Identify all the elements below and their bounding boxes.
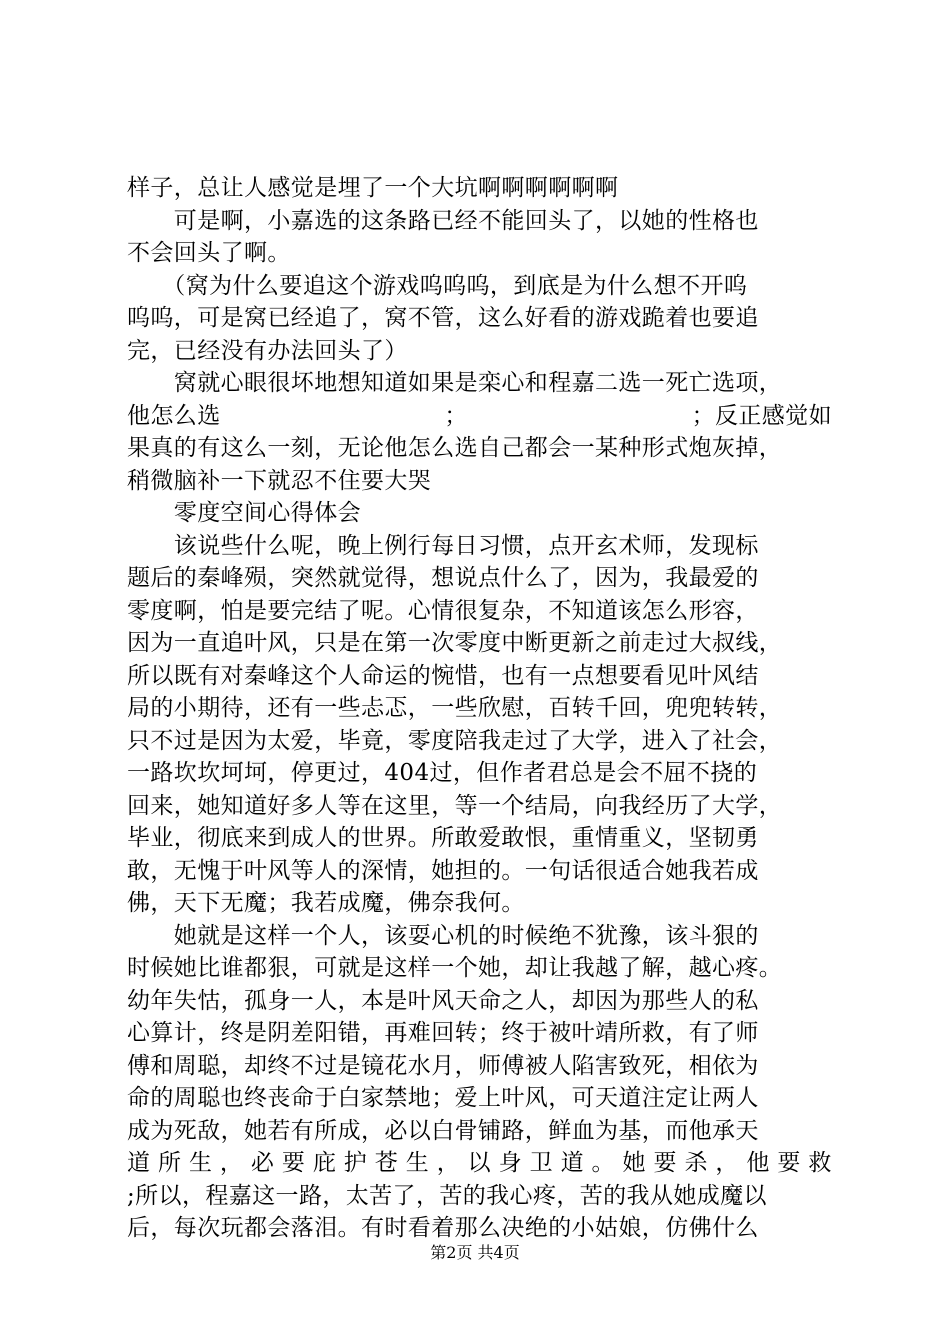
text-line: 可是啊，小嘉选的这条路已经不能回头了，以她的性格也 [127,207,759,234]
text-line: 果真的有这么一刻，无论他怎么选自己都会一某种形式炮灰掉， [127,435,783,461]
text-line: ;所以，程嘉这一路，太苦了，苦的我心疼，苦的我从她成魔以 [127,1182,767,1209]
text-segment: ；反正感觉如 [691,402,832,429]
text-char: 他 [746,1150,770,1176]
text-char: ， [715,1150,739,1176]
text-char: 所 [157,1150,182,1176]
text-line: 敢，无愧于叶风等人的深情，她担的。一句话很适合她我若成 [127,857,759,884]
text-char: 道 [127,1150,151,1176]
text-line: 时候她比谁都狠，可就是这样一个她，却让我越了解，越心疼。 [127,955,783,981]
text-char: 要 [281,1150,306,1176]
text-line: 因为一直追叶风，只是在第一次零度中断更新之前走过大叔线， [127,630,783,656]
text-line: 回来，她知道好多人等在这里，等一个结局，向我经历了大学， [127,792,783,819]
text-char: 。 [591,1150,615,1176]
text-char: 要 [777,1150,801,1176]
text-line: 只不过是因为太爱，毕竟，零度陪我走过了大学，进入了社会， [127,727,783,754]
text-char: 必 [250,1150,275,1176]
text-line: 完，已经没有办法回头了） [127,337,408,364]
text-line: 零度啊，怕是要完结了呢。心情很复杂，不知道该怎么形容， [127,597,759,624]
text-line-justified [127,1147,832,1180]
text-line: 心算计，终是阴差阳错，再难回转；终于被叶靖所救，有了师 [127,1020,759,1046]
text-char: 庇 [312,1150,337,1176]
text-line: 样子，总让人感觉是埋了一个大坑啊啊啊啊啊啊 [127,175,619,201]
page-footer: 第2页 共4页 [430,1243,520,1262]
text-line: 不会回头了啊。 [127,240,291,266]
text-line: 窝就心眼很坏地想知道如果是栾心和程嘉二选一死亡选项， [127,370,783,396]
text-line: 稍微脑补一下就忍不住要大哭 [127,467,432,494]
text-line: 她就是这样一个人，该耍心机的时候绝不犹豫，该斗狠的 [127,922,759,949]
text-segment: 他怎么选 [127,402,221,429]
text-char: 以 [467,1150,492,1176]
text-char: 生 [188,1150,213,1176]
text-line: 所以既有对秦峰这个人命运的惋惜，也有一点想要看见叶风结 [127,662,759,689]
text-segment: ； [444,402,468,429]
text-line: 毕业，彻底来到成人的世界。所敢爱敢恨，重情重义，坚韧勇 [127,825,759,851]
text-line: （窝为什么要追这个游戏呜呜呜，到底是为什么想不开呜 [127,272,748,299]
text-char: 要 [653,1150,677,1176]
text-char: 卫 [529,1150,553,1176]
text-char: 生 [405,1150,430,1176]
text-line: 佛，天下无魔；我若成魔，佛奈我何。 [127,890,525,916]
text-char: 身 [498,1150,523,1176]
text-line-justified [127,400,832,433]
text-line: 幼年失怙，孤身一人，本是叶风天命之人，却因为那些人的私 [127,987,759,1014]
text-line: 一路坎坎坷坷，停更过，404过，但作者君总是会不屈不挠的 [127,760,758,786]
text-line: 题后的秦峰殒，突然就觉得，想说点什么了，因为，我最爱的 [127,565,759,591]
text-char: ， [219,1150,244,1176]
text-line: 成为死敌，她若有所成，必以白骨铺路，鲜血为基，而他承天 [127,1117,759,1144]
section-heading: 零度空间心得体会 [127,500,361,526]
text-char: 她 [622,1150,646,1176]
text-char: ， [436,1150,461,1176]
text-char: 道 [560,1150,584,1176]
body-text [127,172,832,1245]
text-line: 局的小期待，还有一些忐忑，一些欣慰，百转千回，兜兜转转， [127,695,783,721]
text-line: 呜呜，可是窝已经追了，窝不管，这么好看的游戏跪着也要追 [127,305,759,331]
text-char: 杀 [684,1150,708,1176]
text-char: 苍 [374,1150,399,1176]
text-char: 救 [808,1150,832,1176]
text-line: 该说些什么呢，晚上例行每日习惯，点开玄术师，发现标 [127,532,759,559]
text-line: 命的周聪也终丧命于白家禁地；爱上叶风，可天道注定让两人 [127,1085,759,1111]
text-char: 护 [343,1150,368,1176]
text-line: 傅和周聪，却终不过是镜花水月，师傅被人陷害致死，相依为 [127,1052,759,1079]
text-line: 后，每次玩都会落泪。有时看着那么决绝的小姑娘，仿佛什么 [127,1215,759,1241]
